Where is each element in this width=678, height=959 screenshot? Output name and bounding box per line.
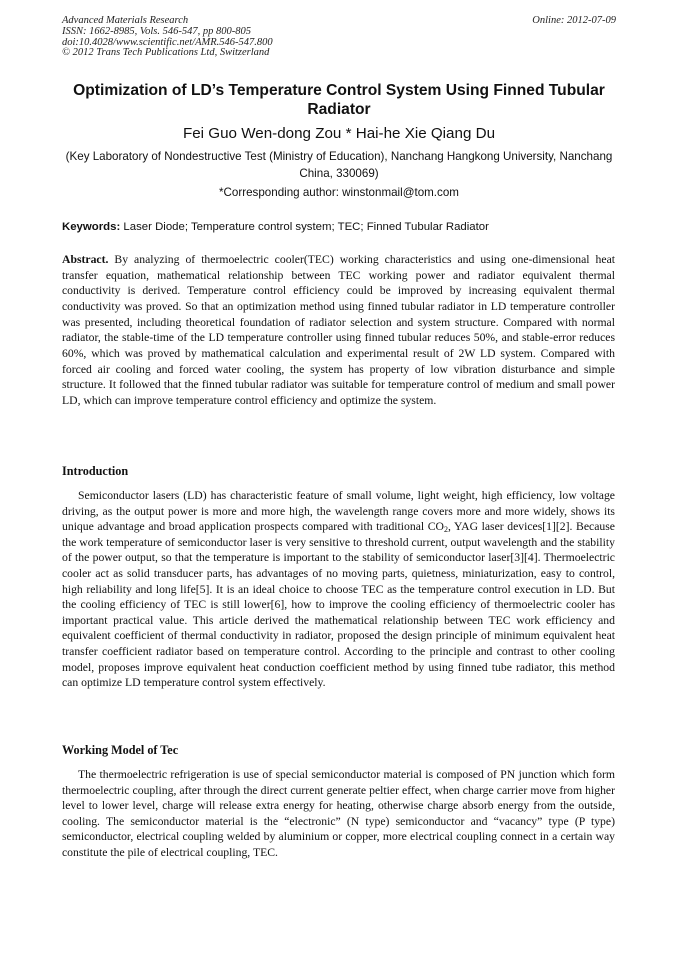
- affiliation: (Key Laboratory of Nondestructive Test (Ministry of Education), Nanchang Hangkong University, Nanchang China, 330069): [65, 150, 613, 180]
- corresponding-author: *Corresponding author: winstonmail@tom.com: [219, 186, 459, 199]
- co2-subscript: 2: [443, 525, 448, 535]
- abstract-label: Abstract.: [62, 253, 109, 266]
- paper-title: Optimization of LD’s Temperature Control System Using Finned Tubular Radiator: [73, 82, 605, 118]
- keywords-label: Keywords:: [62, 221, 121, 233]
- copyright-line: © 2012 Trans Tech Publications Ltd, Switzerland: [62, 47, 270, 59]
- journal-name: Advanced Materials Research: [62, 15, 189, 26]
- journal-header: [62, 16, 273, 59]
- working-model-paragraph: The thermoelectric refrigeration is use of special semiconductor material is composed of PN junction which form thermoelectric coupling, after through the direct current generate peltier effect, when charge carrier move from higher level to lower level, charge will release extra energy for heating, otherwise charge absorb energy from the outside, cooling. The semiconductor material is the “electronic” (N type) semiconductor and “vacancy” type (P type) semiconductor, electrical coupling welded by aluminium or copper, more electrical coupling connect in a certain way constitute the pile of electrical coupling, TEC.: [62, 768, 615, 859]
- online-date: Online: 2012-07-09: [532, 15, 616, 26]
- doi-line: doi:10.4028/www.scientific.net/AMR.546-547.800: [62, 36, 273, 48]
- working-model-heading: Working Model of Tec: [62, 743, 179, 757]
- keywords-text: Laser Diode; Temperature control system; TEC; Finned Tubular Radiator: [123, 221, 489, 233]
- introduction-paragraph: Semiconductor lasers (LD) has characteristic feature of small volume, light weight, high efficiency, low voltage driving, as the output power is more and more high, the wavelength range covers more and more widely, shows its unique advantage and broad application prospects compared with traditional $CO_2$, YAG laser devices[1][2]. Because the work temperature of semiconductor laser is very sensitive to threshold current, output wavelength and the stability of the power output, so that the temperature is important to the stability of semiconductor laser[3][4]. Thermoelectric cooler act as solid transducer parts, has advantages of no moving parts, quietness, miniaturization, easy to control, high reliability and long life[5]. It is an ideal choice to choose TEC as the temperature control execution in LD. But the cooling efficiency of TEC is still lower[6], how to improve the cooling efficiency of thermoelectric cooler has important practical value. This article derived the mathematical relationship between TEC work efficiency and equivalent coefficient of thermal conductivity in radiator, proposed the design principle of minimum equivalent heat transfer coefficient radiator based on temperature control. According to the principle and contrast to other cooling model, proposes improve equivalent heat conduction coefficient method by using finned tube radiator, this method can optimize LD temperature control system effectively.: [62, 489, 615, 690]
- introduction-heading: Introduction: [62, 464, 129, 478]
- keywords: [62, 219, 616, 235]
- issn-line: ISSN: 1662-8985, Vols. 546-547, pp 800-805: [62, 25, 251, 37]
- author-list: Fei Guo Wen-dong Zou * Hai-he Xie Qiang Du: [182, 125, 496, 142]
- abstract-text: By analyzing of thermoelectric cooler(TEC) working characteristics and using one-dimensional heat transfer equation, mathematical relationship between TEC working power and radiator equivalent thermal conductivity is derived. Temperature control efficiency could be improved by increasing equivalent thermal conductivity was proved. So that an optimization method using finned tubular radiator in LD temperature controller was presented, including theoretical foundation of radiator selection and system structure. Compared with normal radiator, the stable-time of the LD temperature controller using finned tubular reduces 50%, and stable-error reduces 60%, which was proved by mathematical calculation and experimental result of 2W LD system. Compared with forced air cooling and forced water cooling, the system has property of low vibration disturbance and simple structure. It followed that the finned tubular radiator was suitable for temperature control of medium and small power LD, which can improve temperature control efficiency and optimize the system.: [62, 253, 616, 407]
- abstract: [62, 252, 615, 409]
